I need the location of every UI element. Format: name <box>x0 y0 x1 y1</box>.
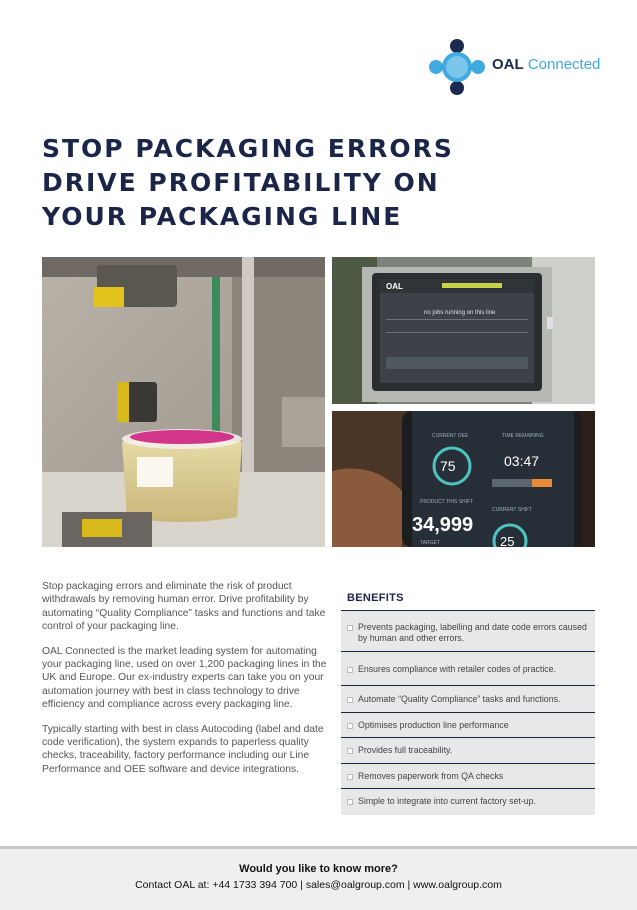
phone-oee-value: 75 <box>440 458 456 474</box>
benefit-text: Ensures compliance with retailer codes of practice. <box>358 664 557 674</box>
benefits-panel <box>341 584 595 815</box>
benefit-text: Optimises production line performance <box>358 720 509 730</box>
logo-name-bold: OAL <box>492 56 524 73</box>
benefits-title: BENEFITS <box>341 584 595 611</box>
phone-label-time-remaining: TIME REMAINING <box>502 433 544 439</box>
body-paragraph-2: OAL Connected is the market leading system for automating your packaging line, used on over 1,200 packaging lines in the UK and Europe. Our ex-industry experts can take you on your automation journey with best in class technology to drive efficiency and compliance across every packaging line. <box>42 645 327 711</box>
svg-text:OAL: OAL <box>386 282 403 291</box>
bullet-square-icon <box>347 774 353 780</box>
benefit-text: Prevents packaging, labelling and date code errors caused by human and other errors. <box>358 622 587 643</box>
bullet-square-icon <box>347 625 353 631</box>
terminal-screen-text: no jobs running on this line <box>424 310 496 316</box>
benefit-item <box>341 713 595 738</box>
body-paragraph-3: Typically starting with best in class Autocoding (label and date code verification), the system expands to paperless quality checks, traceability, factory performance including our Line Performance and OEE software and device integrations. <box>42 723 324 775</box>
bullet-square-icon <box>347 748 353 754</box>
benefit-item <box>341 789 595 815</box>
phone-label-product: PRODUCT THIS SHIFT <box>420 499 474 505</box>
phone-shift-value: 25 <box>500 534 515 547</box>
phone-label-target: TARGET <box>420 540 440 546</box>
terminal-photo <box>332 257 595 404</box>
benefit-item <box>341 764 595 789</box>
benefit-text: Simple to integrate into current factory set-up. <box>358 796 536 806</box>
headline-line-2: DRIVE PROFITABILITY ON <box>42 168 440 197</box>
benefit-text: Removes paperwork from QA checks <box>358 771 504 781</box>
footer-contact: Contact OAL at: +44 1733 394 700 | sales@oalgroup.com | www.oalgroup.com <box>135 879 502 891</box>
bullet-square-icon <box>347 697 353 703</box>
benefit-item <box>341 652 595 686</box>
benefit-item <box>341 738 595 764</box>
headline <box>42 132 482 234</box>
footer <box>0 846 637 910</box>
bullet-square-icon <box>347 723 353 729</box>
main-photo <box>42 257 325 547</box>
logo-name-light: Connected <box>527 56 601 73</box>
benefit-item <box>341 686 595 713</box>
phone-photo <box>332 411 595 547</box>
bullet-square-icon <box>347 667 353 673</box>
footer-question: Would you like to know more? <box>239 863 398 875</box>
logo-wordmark <box>492 56 600 73</box>
body-paragraph-1: Stop packaging errors and eliminate the risk of product withdrawals by removing human error. Drive profitability by automating “Quality Compliance” tasks and functions and take control of your packaging line. <box>42 581 326 633</box>
phone-product-value: 34,999 <box>412 514 474 536</box>
benefit-text: Automate “Quality Compliance” tasks and functions. <box>358 694 561 704</box>
body-text <box>42 580 330 787</box>
headline-line-1: STOP PACKAGING ERRORS <box>42 134 454 163</box>
phone-label-current-oee: CURRENT OEE <box>432 433 469 439</box>
oal-logo-icon <box>428 38 486 96</box>
phone-time-value: 03:47 <box>504 453 540 469</box>
headline-line-3: YOUR PACKAGING LINE <box>42 202 403 231</box>
benefit-item <box>341 611 595 652</box>
bullet-square-icon <box>347 799 353 805</box>
oal-connected-logo <box>428 38 608 96</box>
phone-label-shift: CURRENT SHIFT <box>492 507 533 513</box>
benefit-text: Provides full traceability. <box>358 745 453 755</box>
